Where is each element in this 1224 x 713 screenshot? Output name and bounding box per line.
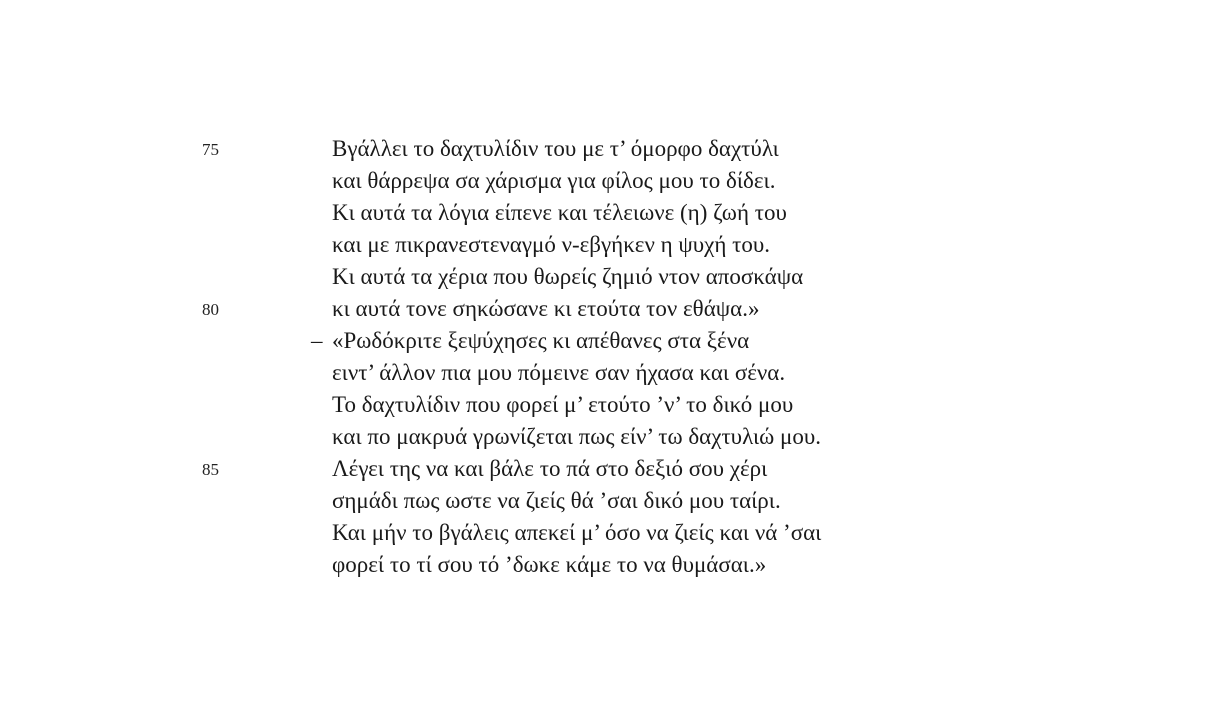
verse-text: Το δαχτυλίδιν που φορεί μ’ ετούτο ’ν’ το δικό μου [332, 392, 794, 417]
verse-text: κι αυτά τονε σηκώσανε κι ετούτα τον εθάψα.» [332, 296, 760, 321]
line-number: 80 [202, 300, 219, 319]
verse-text: Λέγει της να και βάλε το πά στο δεξιό σου χέρι [332, 456, 768, 481]
poem-block [0, 133, 1224, 581]
verse-text: Βγάλλει το δαχτυλίδιν του με τ’ όμορφο δαχτύλι [332, 136, 779, 161]
verse-line [0, 165, 1224, 197]
verse-line [0, 485, 1224, 517]
verse-line [0, 325, 1224, 357]
line-number: 75 [202, 140, 219, 159]
verse-line [0, 293, 1224, 325]
verse-text: Κι αυτά τα λόγια είπενε και τέλειωνε (η) ζωή του [332, 200, 787, 225]
verse-line [0, 517, 1224, 549]
verse-text: και με πικρανεστεναγμό ν-εβγήκεν η ψυχή του. [332, 232, 771, 257]
verse-line [0, 229, 1224, 261]
verse-line [0, 197, 1224, 229]
verse-text: φορεί το τί σου τό ’δωκε κάμε το να θυμάσαι.» [332, 552, 767, 577]
verse-line [0, 261, 1224, 293]
dialogue-dash: – [311, 328, 323, 353]
verse-line [0, 133, 1224, 165]
verse-text: ειντ’ άλλον πια μου πόμεινε σαν ήχασα και σένα. [332, 360, 786, 385]
verse-text: και θάρρεψα σα χάρισμα για φίλος μου το δίδει. [332, 168, 776, 193]
verse-text: «Ρωδόκριτε ξεψύχησες κι απέθανες στα ξένα [332, 328, 750, 353]
verse-line [0, 389, 1224, 421]
verse-text: και πο μακρυά γρωνίζεται πως είν’ τω δαχτυλιώ μου. [332, 424, 821, 449]
line-number: 85 [202, 460, 219, 479]
verse-line [0, 453, 1224, 485]
verse-text: σημάδι πως ωστε να ζιείς θά ’σαι δικό μου ταίρι. [332, 488, 781, 513]
verse-line [0, 549, 1224, 581]
verse-text: Κι αυτά τα χέρια που θωρείς ζημιό ντον αποσκάψα [332, 264, 804, 289]
verse-text: Και μήν το βγάλεις απεκεί μ’ όσο να ζιείς και νά ’σαι [332, 520, 822, 545]
verse-line [0, 421, 1224, 453]
verse-line [0, 357, 1224, 389]
